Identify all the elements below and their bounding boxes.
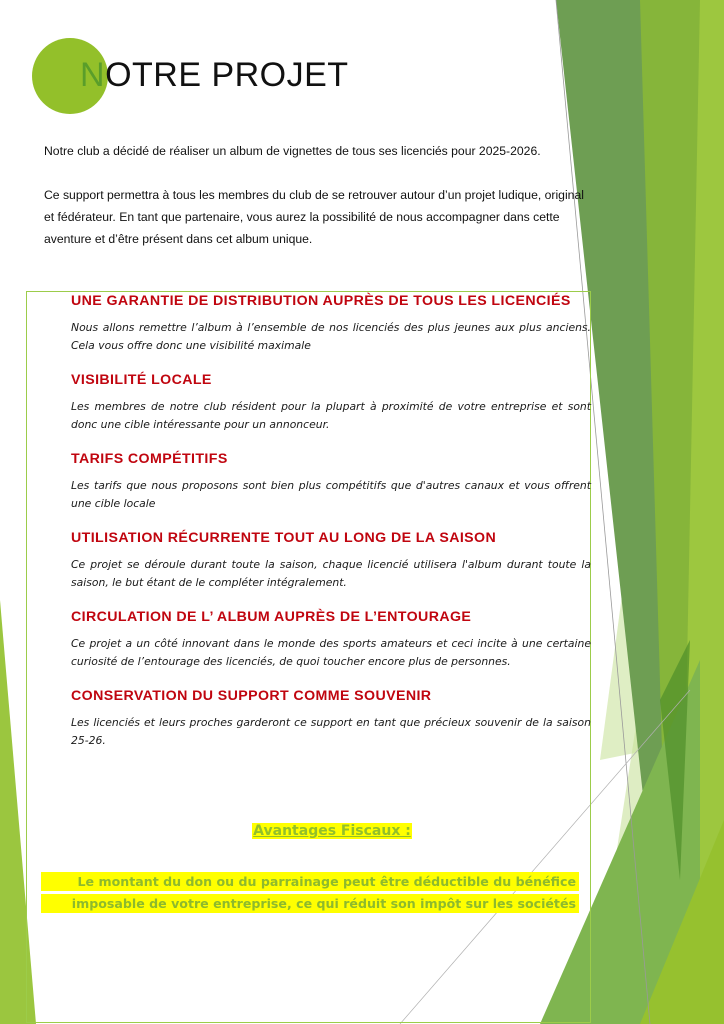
benefit-section <box>71 292 591 355</box>
benefit-heading: UNE GARANTIE DE DISTRIBUTION AUPRÈS DE TOUS LES LICENCIÉS <box>71 293 571 309</box>
fiscal-advantages-text <box>41 872 579 916</box>
benefit-body: Les licenciés et leurs proches garderont ce support en tant que précieux souvenir de la saison 25-26. <box>71 716 591 747</box>
benefit-heading: UTILISATION RÉCURRENTE TOUT AU LONG DE LA SAISON <box>71 530 497 546</box>
benefit-section <box>71 450 591 513</box>
benefit-body: Les membres de notre club résident pour la plupart à proximité de votre entreprise et sont donc une cible intéressante pour un annonceur. <box>71 400 591 431</box>
benefit-section <box>71 371 591 434</box>
benefit-body: Ce projet se déroule durant toute la saison, chaque licencié utilisera l'album durant toute la saison, le but étant de le compléter intégralement. <box>71 558 591 589</box>
benefits-list <box>71 292 591 766</box>
benefit-heading: VISIBILITÉ LOCALE <box>71 372 212 388</box>
benefit-heading: CIRCULATION DE L’ ALBUM AUPRÈS DE L’ENTOURAGE <box>71 609 472 625</box>
fiscal-advantages-title: Avantages Fiscaux : <box>253 823 411 839</box>
page-title <box>80 56 349 95</box>
intro-text <box>44 140 589 250</box>
fiscal-line: imposable de votre entreprise, ce qui réduit son impôt sur les sociétés <box>41 894 579 913</box>
intro-paragraph: Ce support permettra à tous les membres du club de se retrouver autour d’un projet ludique, original et fédérateur. En tant que partenaire, vous aurez la possibilité de nous accompagner dans cette aventure et d’être présent dans cet album unique. <box>44 188 584 246</box>
benefit-body: Ce projet a un côté innovant dans le monde des sports amateurs et ceci incite à une certaine curiosité de l’entourage des licenciés, de quoi toucher encore plus de personnes. <box>71 637 591 668</box>
fiscal-line: Le montant du don ou du parrainage peut être déductible du bénéfice <box>41 872 579 891</box>
title-rest: OTRE PROJET <box>105 56 349 94</box>
benefit-body: Les tarifs que nous proposons sont bien plus compétitifs que d'autres canaux et vous offrent une cible locale <box>71 479 591 510</box>
benefit-body: Nous allons remettre l’album à l’ensemble de nos licenciés des plus jeunes aux plus anciens. Cela vous offre donc une visibilité maximale <box>71 321 591 352</box>
intro-paragraph: Notre club a décidé de réaliser un album de vignettes de tous ses licenciés pour 2025-2026. <box>44 144 541 158</box>
benefit-section <box>71 529 591 592</box>
benefit-heading: TARIFS COMPÉTITIFS <box>71 451 228 467</box>
benefit-section <box>71 608 591 671</box>
title-first-letter: N <box>80 56 106 94</box>
fiscal-advantages-heading <box>0 820 664 839</box>
benefit-heading: CONSERVATION DU SUPPORT COMME SOUVENIR <box>71 688 432 704</box>
benefit-section <box>71 687 591 750</box>
